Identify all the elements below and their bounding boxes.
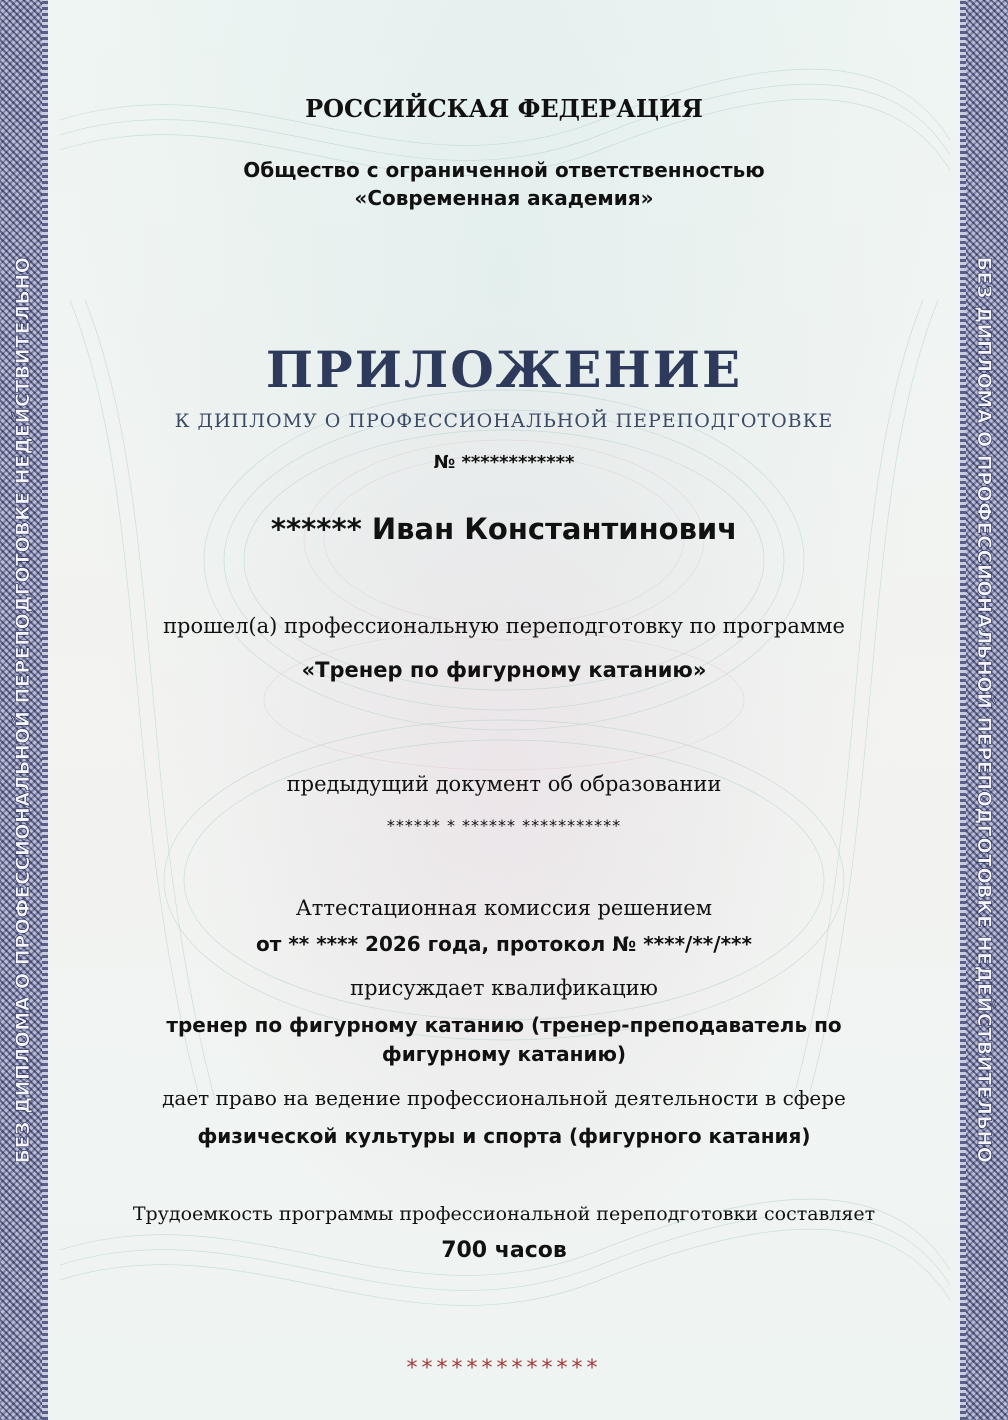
program-name: «Тренер по фигурному катанию» [301,658,707,682]
organization-type: Общество с ограниченной ответственностью [243,158,765,182]
qualification-intro: присуждает квалификацию [350,976,658,1000]
left-border-text: БЕЗ ДИПЛОМА О ПРОФЕССИОНАЛЬНОЙ ПЕРЕПОДГОТОВКЕ НЕДЕЙСТВИТЕЛЬНО [12,256,34,1164]
document-title: ПРИЛОЖЕНИЕ [265,340,743,399]
qualification-line2: фигурному катанию) [381,1042,627,1066]
document-number: № ************ [433,452,575,473]
protocol-line: от ** **** 2026 года, протокол № ****/**/*** [256,932,752,956]
education-label: предыдущий документ об образовании [286,772,722,796]
program-intro: прошел(а) профессиональную переподготовку по программе [163,614,845,638]
education-value: ****** * ****** *********** [386,816,622,835]
rights-line: дает право на ведение профессиональной деятельности в сфере [162,1086,846,1110]
organization-name: «Современная академия» [354,186,654,210]
hours-label: Трудоемкость программы профессиональной переподготовки составляет [132,1203,876,1225]
serial-number: ************* [406,1356,602,1381]
activity-sphere: физической культуры и спорта (фигурного катания) [197,1124,811,1148]
commission-decision: Аттестационная комиссия решением [295,896,713,920]
country-heading: РОССИЙСКАЯ ФЕДЕРАЦИЯ [305,94,703,123]
hours-value: 700 часов [441,1238,567,1263]
holder-name: ****** Иван Константинович [270,512,738,546]
document-subtitle: К ДИПЛОМУ О ПРОФЕССИОНАЛЬНОЙ ПЕРЕПОДГОТОВКЕ [174,410,834,432]
qualification-line1: тренер по фигурному катанию (тренер-преподаватель по [166,1013,842,1037]
right-border-text: БЕЗ ДИПЛОМА О ПРОФЕССИОНАЛЬНОЙ ПЕРЕПОДГОТОВКЕ НЕДЕЙСТВИТЕЛЬНО [973,256,995,1164]
